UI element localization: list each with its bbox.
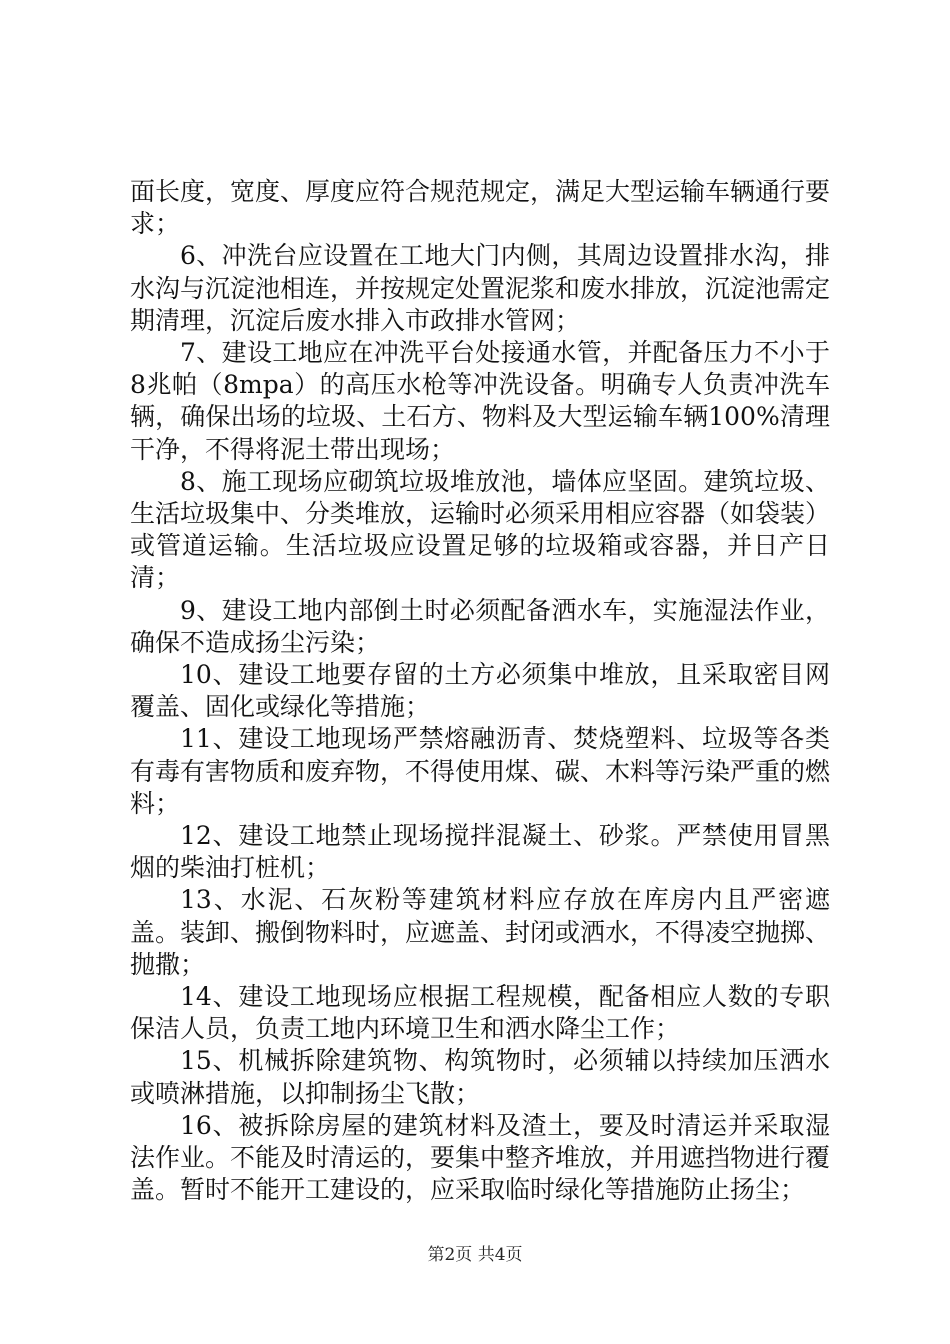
paragraph-4: 8、施工现场应砌筑垃圾堆放池，墙体应坚固。建筑垃圾、生活垃圾集中、分类堆放，运输时必须采用相应容器（如袋装）或管道运输。生活垃圾应设置足够的垃圾箱或容器，并日产日清；	[130, 466, 831, 593]
paragraph-10: 14、建设工地现场应根据工程规模，配备相应人数的专职保洁人员，负责工地内环境卫生和洒水降尘工作；	[130, 982, 830, 1044]
paragraph-11: 15、机械拆除建筑物、构筑物时，必须辅以持续加压洒水或喷淋措施，以抑制扬尘飞散；	[130, 1046, 830, 1108]
paragraph-3: 7、建设工地应在冲洗平台处接通水管，并配备压力不小于8兆帕（8mpa）的高压水枪等冲洗设备。明确专人负责冲洗车辆，确保出场的垃圾、土石方、物料及大型运输车辆100%清理干净，不得将泥土带出现场；	[130, 338, 830, 464]
paragraph-9: 13、水泥、石灰粉等建筑材料应存放在库房内且严密遮盖。装卸、搬倒物料时，应遮盖、封闭或洒水，不得凌空抛掷、抛撒；	[130, 885, 831, 979]
document-body	[130, 176, 830, 1207]
page-number-footer: 第2页 共4页	[427, 1245, 523, 1265]
paragraph-2: 6、冲洗台应设置在工地大门内侧，其周边设置排水沟，排水沟与沉淀池相连，并按规定处置泥浆和废水排放，沉淀池需定期清理，沉淀后废水排入市政排水管网；	[130, 241, 831, 335]
paragraph-5: 9、建设工地内部倒土时必须配备洒水车，实施湿法作业，确保不造成扬尘污染；	[130, 595, 830, 657]
paragraph-8: 12、建设工地禁止现场搅拌混凝土、砂浆。严禁使用冒黑烟的柴油打桩机；	[130, 821, 830, 883]
paragraph-12: 16、被拆除房屋的建筑材料及渣土，要及时清运并采取湿法作业。不能及时清运的，要集中整齐堆放，并用遮挡物进行覆盖。暂时不能开工建设的，应采取临时绿化等措施防止扬尘；	[130, 1110, 831, 1205]
paragraph-7: 11、建设工地现场严禁熔融沥青、焚烧塑料、垃圾等各类有毒有害物质和废弃物，不得使用煤、碳、木料等污染严重的燃料；	[130, 724, 831, 818]
paragraph-1: 面长度，宽度、厚度应符合规范规定，满足大型运输车辆通行要求；	[130, 177, 831, 239]
paragraph-6: 10、建设工地要存留的土方必须集中堆放，且采取密目网覆盖、固化或绿化等措施；	[130, 660, 830, 722]
